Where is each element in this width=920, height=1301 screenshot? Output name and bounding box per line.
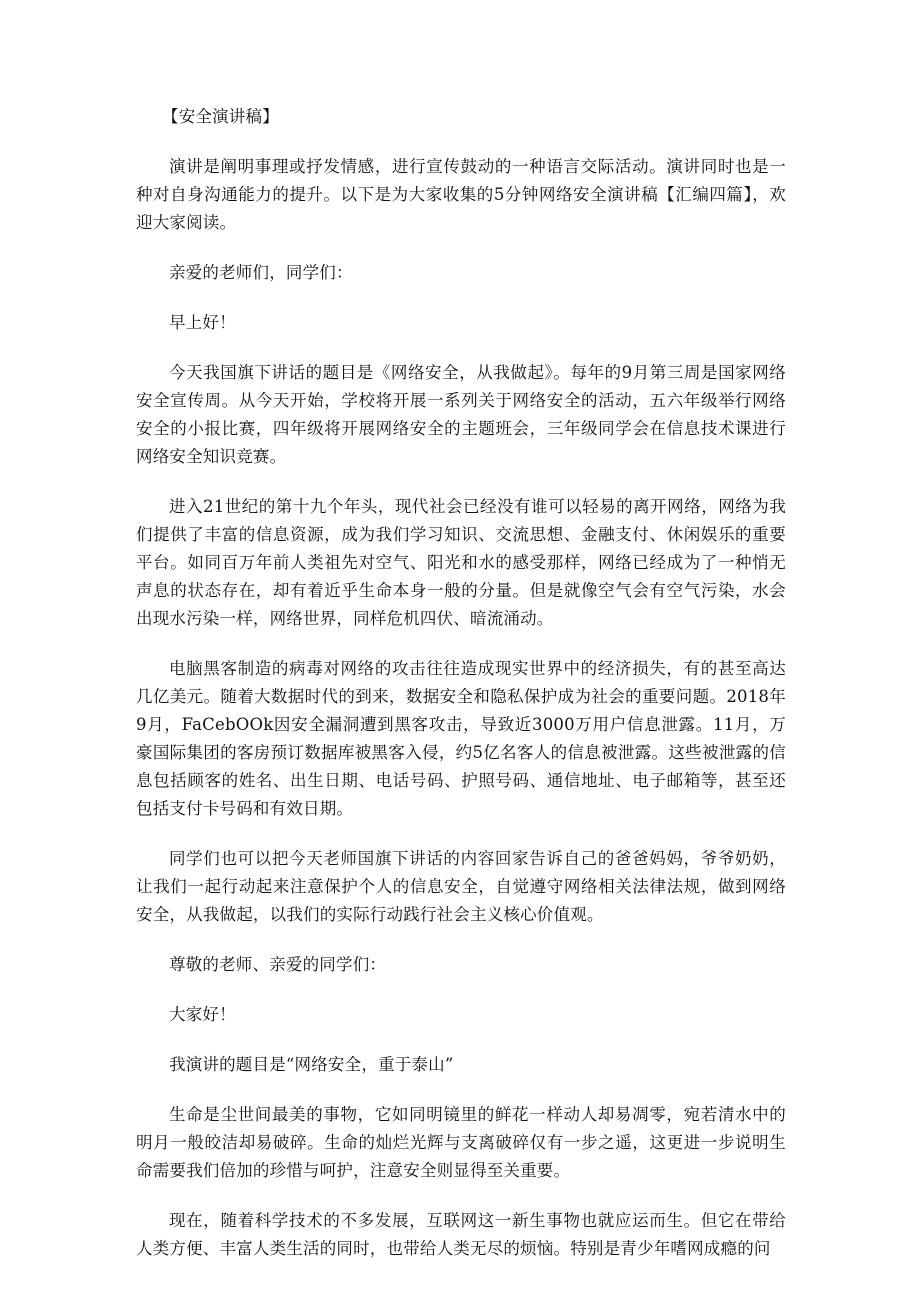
paragraph-speech-title: 我演讲的题目是“网络安全，重于泰山” — [169, 1055, 454, 1074]
paragraph-greeting-respected: 尊敬的老师、亲爱的同学们： — [169, 955, 387, 974]
paragraph-hackers: 电脑黑客制造的病毒对网络的攻击往往造成现实世界中的经济损失，有的甚至高达几亿美元。随着大数据时代的到来，数据安全和隐私保护成为社会的重要问题。2018年9月，FaCebOOk因安全漏洞遭到黑客攻击，导致近3000万用户信息泄露。11月，万豪国际集团的客房预订数据库被黑客入侵，约5亿名客人的信息被泄露。这些被泄露的信息包括顾客的姓名、出生日期、电话号码、护照号码、通信地址、电子邮箱等，甚至还包括支付卡号码和有效日期。 — [136, 659, 786, 818]
paragraph-hello-everyone: 大家好！ — [169, 1005, 236, 1024]
paragraph-good-morning: 早上好！ — [169, 313, 236, 332]
paragraph-topic: 今天我国旗下讲话的题目是《网络安全，从我做起》。每年的9月第三周是国家网络安全宣传周。从今天开始，学校将开展一系列关于网络安全的活动，五六年级举行网络安全的小报比赛，四年级将开展网络安全的主题班会，三年级同学会在信息技术课进行网络安全知识竞赛。 — [136, 363, 786, 466]
document-body — [136, 103, 786, 1285]
document-title: 【安全演讲稿】 — [162, 107, 279, 126]
paragraph-call-to-action: 同学们也可以把今天老师国旗下讲话的内容回家告诉自己的爸爸妈妈，爷爷奶奶，让我们一起行动起来注意保护个人的信息安全，自觉遵守网络相关法律法规，做到网络安全，从我做起，以我们的实际行动践行社会主义核心价值观。 — [136, 849, 786, 924]
paragraph-internet: 现在，随着科学技术的不多发展，互联网这一新生事物也就应运而生。但它在带给人类方便、丰富人类生活的同时，也带给人类无尽的烦恼。特别是青少年嗜网成瘾的问 — [136, 1211, 786, 1258]
paragraph-greeting-teachers: 亲爱的老师们，同学们： — [169, 263, 353, 282]
paragraph-network-era: 进入21世纪的第十九个年头，现代社会已经没有谁可以轻易的离开网络，网络为我们提供了丰富的信息资源，成为我们学习知识、交流思想、金融支付、休闲娱乐的重要平台。如同百万年前人类祖先对空气、阳光和水的感受那样，网络已经成为了一种悄无声息的状态存在，却有着近乎生命本身一般的分量。但是就像空气会有空气污染，水会出现水污染一样，网络世界，同样危机四伏、暗流涌动。 — [136, 497, 786, 628]
paragraph-intro: 演讲是阐明事理或抒发情感，进行宣传鼓动的一种语言交际活动。演讲同时也是一种对自身沟通能力的提升。以下是为大家收集的5分钟网络安全演讲稿【汇编四篇】，欢迎大家阅读。 — [136, 157, 786, 232]
paragraph-life: 生命是尘世间最美的事物，它如同明镜里的鲜花一样动人却易凋零，宛若清水中的明月一般皎洁却易破碎。生命的灿烂光辉与支离破碎仅有一步之遥，这更进一步说明生命需要我们倍加的珍惜与呵护，注意安全则显得至关重要。 — [136, 1105, 786, 1180]
